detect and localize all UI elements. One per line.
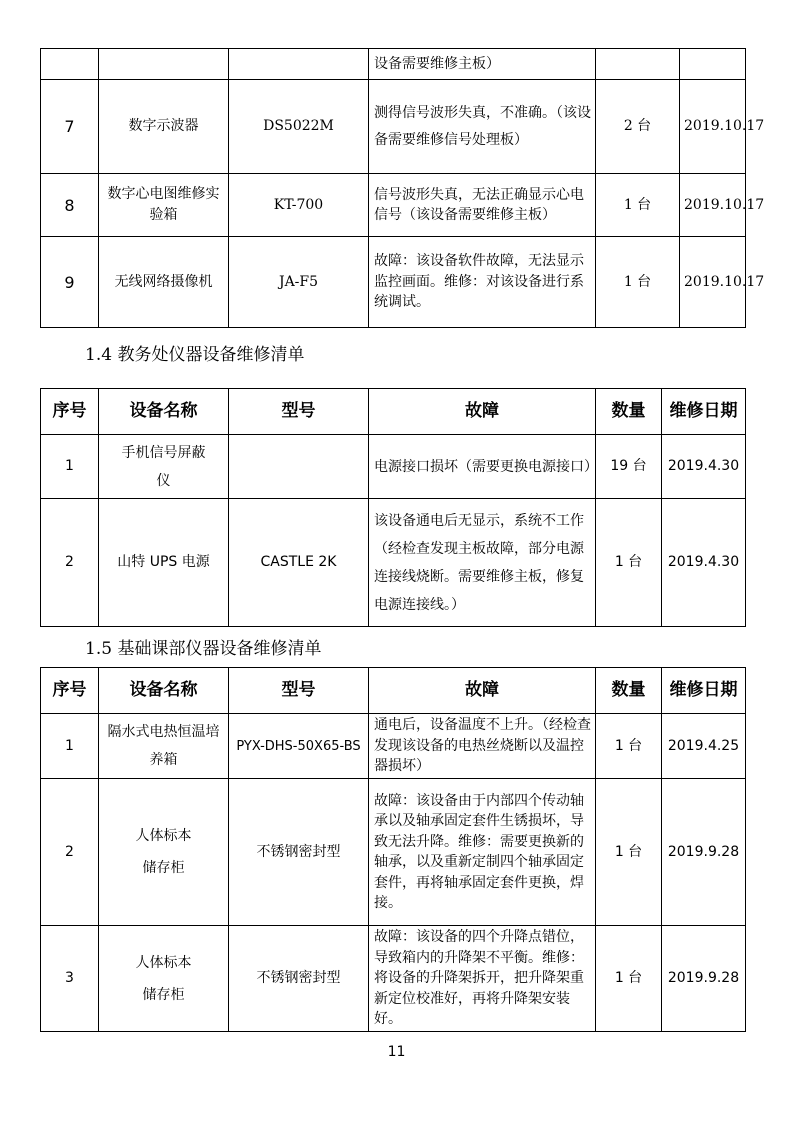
section-heading-1-4: 1.4 教务处仪器设备维修清单 bbox=[85, 345, 305, 365]
seq-cell: 2 bbox=[41, 779, 99, 926]
seq-cell bbox=[41, 49, 99, 80]
name-cell: 数字示波器 bbox=[99, 80, 229, 174]
model-cell: JA-F5 bbox=[229, 237, 369, 328]
date-cell: 2019.10.17 bbox=[680, 80, 746, 174]
header-name: 设备名称 bbox=[99, 389, 229, 435]
date-cell: 2019.9.28 bbox=[662, 926, 746, 1032]
fault-cell: 设备需要维修主板） bbox=[369, 49, 596, 80]
model-cell bbox=[229, 49, 369, 80]
fault-cell: 该设备通电后无显示，系统不工作（经检查发现主板故障，部分电源连接线烧断。需要维修主板，修复电源连接线。） bbox=[369, 499, 596, 627]
date-cell: 2019.10.17 bbox=[680, 174, 746, 237]
header-date: 维修日期 bbox=[662, 389, 746, 435]
model-cell: 不锈钢密封型 bbox=[229, 779, 369, 926]
header-fault: 故障 bbox=[369, 389, 596, 435]
name-cell: 人体标本储存柜 bbox=[99, 779, 229, 926]
table-row bbox=[41, 926, 746, 1032]
qty-cell bbox=[596, 49, 680, 80]
seq-cell: 1 bbox=[41, 435, 99, 499]
fault-cell: 故障：该设备软件故障，无法显示监控画面。维修：对该设备进行系统调试。 bbox=[369, 237, 596, 328]
fault-cell: 测得信号波形失真，不准确。（该设备需要维修信号处理板） bbox=[369, 80, 596, 174]
name-cell: 山特 UPS 电源 bbox=[99, 499, 229, 627]
table-row bbox=[41, 435, 746, 499]
qty-cell: 19 台 bbox=[596, 435, 662, 499]
fault-cell: 故障：该设备的四个升降点错位，导致箱内的升降架不平衡。维修：将设备的升降架拆开，把升降架重新定位校准好，再将升降架安装好。 bbox=[369, 926, 596, 1032]
model-cell bbox=[229, 435, 369, 499]
model-cell: KT-700 bbox=[229, 174, 369, 237]
name-cell: 数字心电图维修实验箱 bbox=[99, 174, 229, 237]
date-cell bbox=[680, 49, 746, 80]
date-cell: 2019.4.25 bbox=[662, 714, 746, 779]
table-header-row bbox=[41, 668, 746, 714]
seq-cell: 7 bbox=[41, 80, 99, 174]
header-seq: 序号 bbox=[41, 389, 99, 435]
repair-table-basic-courses bbox=[40, 667, 746, 1032]
header-qty: 数量 bbox=[596, 668, 662, 714]
table-row bbox=[41, 49, 746, 80]
name-cell: 隔水式电热恒温培养箱 bbox=[99, 714, 229, 779]
qty-cell: 1 台 bbox=[596, 237, 680, 328]
page-number: 11 bbox=[387, 1044, 406, 1060]
table-row bbox=[41, 174, 746, 237]
repair-table-academic-affairs bbox=[40, 388, 746, 627]
qty-cell: 1 台 bbox=[596, 174, 680, 237]
qty-cell: 2 台 bbox=[596, 80, 680, 174]
seq-cell: 3 bbox=[41, 926, 99, 1032]
seq-cell: 1 bbox=[41, 714, 99, 779]
table-row bbox=[41, 779, 746, 926]
qty-cell: 1 台 bbox=[596, 499, 662, 627]
fault-cell: 通电后，设备温度不上升。（经检查发现该设备的电热丝烧断以及温控器损坏） bbox=[369, 714, 596, 779]
section-heading-1-5: 1.5 基础课部仪器设备维修清单 bbox=[85, 639, 322, 659]
header-fault: 故障 bbox=[369, 668, 596, 714]
name-cell: 无线网络摄像机 bbox=[99, 237, 229, 328]
name-cell: 手机信号屏蔽仪 bbox=[99, 435, 229, 499]
fault-cell: 信号波形失真，无法正确显示心电信号（该设备需要维修主板） bbox=[369, 174, 596, 237]
header-seq: 序号 bbox=[41, 668, 99, 714]
table-row bbox=[41, 499, 746, 627]
name-cell bbox=[99, 49, 229, 80]
header-date: 维修日期 bbox=[662, 668, 746, 714]
table-row bbox=[41, 714, 746, 779]
date-cell: 2019.9.28 bbox=[662, 779, 746, 926]
date-cell: 2019.4.30 bbox=[662, 499, 746, 627]
qty-cell: 1 台 bbox=[596, 926, 662, 1032]
header-qty: 数量 bbox=[596, 389, 662, 435]
model-cell: CASTLE 2K bbox=[229, 499, 369, 627]
fault-cell: 电源接口损坏（需要更换电源接口） bbox=[369, 435, 596, 499]
model-cell: PYX-DHS-50X65-BS bbox=[229, 714, 369, 779]
repair-table-continued bbox=[40, 48, 765, 328]
name-cell: 人体标本储存柜 bbox=[99, 926, 229, 1032]
seq-cell: 9 bbox=[41, 237, 99, 328]
table-row bbox=[41, 80, 746, 174]
qty-cell: 1 台 bbox=[596, 714, 662, 779]
seq-cell: 2 bbox=[41, 499, 99, 627]
header-model: 型号 bbox=[229, 389, 369, 435]
table-row bbox=[41, 237, 746, 328]
model-cell: DS5022M bbox=[229, 80, 369, 174]
fault-cell: 故障：该设备由于内部四个传动轴承以及轴承固定套件生锈损坏，导致无法升降。维修：需要更换新的轴承，以及重新定制四个轴承固定套件，再将轴承固定套件更换，焊接。 bbox=[369, 779, 596, 926]
qty-cell: 1 台 bbox=[596, 779, 662, 926]
header-model: 型号 bbox=[229, 668, 369, 714]
date-cell: 2019.4.30 bbox=[662, 435, 746, 499]
model-cell: 不锈钢密封型 bbox=[229, 926, 369, 1032]
date-cell: 2019.10.17 bbox=[680, 237, 746, 328]
seq-cell: 8 bbox=[41, 174, 99, 237]
header-name: 设备名称 bbox=[99, 668, 229, 714]
table-header-row bbox=[41, 389, 746, 435]
